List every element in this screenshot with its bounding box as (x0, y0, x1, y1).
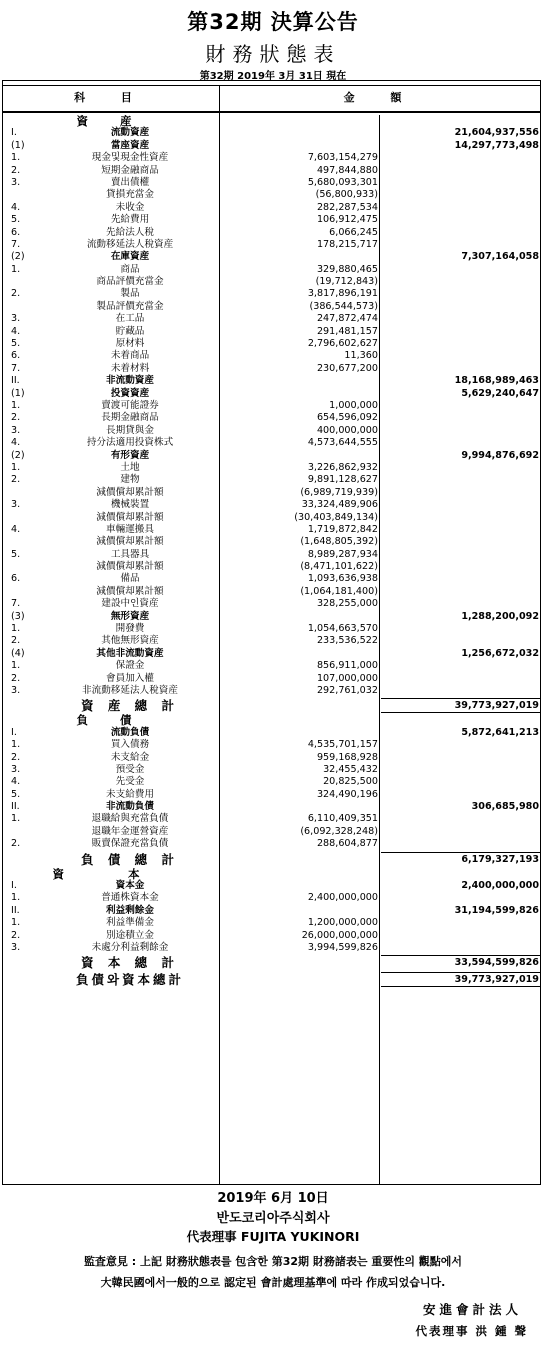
row-number: 7. (11, 238, 21, 250)
row-number: 6. (11, 573, 21, 585)
section-heading: 負 債 (76, 713, 146, 728)
subtotal-amount: 9,994,876,692 (461, 449, 539, 461)
table-row (3, 264, 540, 276)
account-name: 退職年金運營資産 (91, 825, 169, 837)
total-rule (381, 852, 540, 853)
detail-amount: (19,712,843) (315, 276, 378, 288)
row-number: I. (11, 880, 17, 892)
detail-amount: 1,719,872,842 (307, 523, 378, 535)
row-number: II. (11, 801, 20, 813)
detail-amount: 106,912,475 (316, 214, 378, 226)
detail-amount: (8,471,101,622) (300, 561, 378, 573)
account-name: 車輛運搬具 (106, 523, 154, 535)
total-row (3, 851, 540, 868)
row-number: 3. (11, 763, 21, 775)
row-number: 2. (11, 751, 21, 763)
table-row (3, 152, 540, 164)
row-number: 4. (11, 776, 21, 788)
table-row (3, 685, 540, 697)
detail-amount: 1,093,636,938 (307, 573, 378, 585)
account-name: 現金및現金性資産 (91, 152, 169, 164)
detail-amount: (6,092,328,248) (300, 825, 378, 837)
table-row (3, 313, 540, 325)
account-name: 製品 (120, 288, 140, 300)
total-rule (381, 986, 540, 987)
row-number: II. (11, 904, 20, 916)
account-name: 無形資産 (110, 610, 150, 622)
account-name: 流動移延法人稅資産 (86, 238, 174, 250)
table-row (3, 942, 540, 954)
table-row (3, 437, 540, 449)
detail-amount: 324,490,196 (316, 788, 378, 800)
table-row (3, 412, 540, 424)
total-rule (381, 698, 540, 699)
section-heading: 資 本 (52, 866, 170, 881)
notice-title: 第32期 決算公告 (187, 10, 359, 34)
row-number: 2. (11, 288, 21, 300)
row-number: 3. (11, 424, 21, 436)
account-name: 負 債 總 計 (80, 851, 180, 867)
table-row (3, 905, 540, 917)
table-row (3, 727, 540, 739)
account-name: 建設中인資産 (101, 598, 159, 610)
section-heading: 資 産 (76, 114, 146, 128)
row-number: (2) (11, 251, 25, 263)
account-name: 減價償却累計額 (96, 536, 164, 548)
row-number: 4. (11, 523, 21, 535)
table-row (3, 752, 540, 764)
table-row (3, 536, 540, 548)
row-number: 1. (11, 813, 21, 825)
account-name: 機械裝置 (110, 499, 150, 511)
account-name: 開發費 (115, 623, 145, 635)
company-ceo: 代表理事 FUJITA YUKINORI (186, 1229, 360, 1244)
detail-amount: 6,110,409,351 (307, 813, 378, 825)
detail-amount: 3,226,862,932 (307, 461, 378, 473)
table-row (3, 202, 540, 214)
row-number: 7. (11, 362, 21, 374)
row-number: 1. (11, 399, 21, 411)
subtotal-amount: 14,297,773,498 (454, 139, 539, 151)
account-name: 未支給費用 (106, 788, 154, 800)
detail-amount: 1,054,663,570 (307, 623, 378, 635)
detail-amount: 6,066,245 (329, 226, 378, 238)
row-number: 1. (11, 660, 21, 672)
account-name: 普通株資本金 (101, 892, 159, 904)
row-number: 5. (11, 338, 21, 350)
table-row (3, 512, 540, 524)
detail-amount: 291,481,157 (316, 325, 378, 337)
row-number: 1. (11, 152, 21, 164)
detail-amount: 292,761,032 (316, 684, 378, 696)
total-rule (381, 712, 540, 713)
detail-amount: 400,000,000 (316, 424, 378, 436)
detail-amount: 1,000,000 (329, 399, 378, 411)
table-row (3, 838, 540, 850)
account-name: 販賣保證充當負債 (91, 838, 169, 850)
account-name: 減價償却累計額 (96, 585, 164, 597)
total-row (3, 697, 540, 714)
table-row (3, 239, 540, 251)
table-row (3, 549, 540, 561)
account-name: 負債와資本總計 (75, 972, 185, 988)
account-name: 利益準備金 (106, 917, 154, 929)
row-number: 2. (11, 164, 21, 176)
account-name: 其他非流動資産 (96, 647, 164, 659)
table-row (3, 623, 540, 635)
row-number: (1) (11, 139, 25, 151)
table-row (3, 165, 540, 177)
subtotal-amount: 21,604,937,556 (454, 127, 539, 139)
table-row (3, 350, 540, 362)
subtotal-amount: 39,773,927,019 (454, 700, 539, 712)
detail-amount: (386,544,573) (309, 300, 378, 312)
detail-amount: 26,000,000,000 (301, 929, 378, 941)
subtotal-amount: 7,307,164,058 (461, 251, 539, 263)
subtotal-amount: 18,168,989,463 (454, 375, 539, 387)
account-name: 資 産 總 計 (80, 698, 180, 714)
table-row (3, 251, 540, 263)
row-number: 4. (11, 325, 21, 337)
detail-amount: 497,844,880 (316, 164, 378, 176)
detail-amount: 4,535,701,157 (307, 739, 378, 751)
account-name: 當座資産 (110, 139, 150, 151)
account-name: 賣出債權 (110, 176, 150, 188)
total-row (3, 954, 540, 971)
table-row (3, 648, 540, 660)
row-number: 3. (11, 942, 21, 953)
row-number: 3. (11, 176, 21, 188)
table-row (3, 177, 540, 189)
detail-amount: 33,324,489,906 (301, 499, 378, 511)
account-name: 貯藏品 (115, 325, 145, 337)
account-name: 在工品 (115, 313, 145, 325)
table-row (3, 586, 540, 598)
detail-amount: 1,200,000,000 (307, 917, 378, 929)
subtotal-amount: 306,685,980 (471, 801, 539, 813)
row-number: 5. (11, 214, 21, 226)
account-name: 其他無形資産 (101, 635, 159, 647)
row-number: 3. (11, 499, 21, 511)
table-row (3, 474, 540, 486)
account-name: 預受金 (115, 763, 145, 775)
detail-amount: 20,825,500 (323, 776, 378, 788)
account-name: 非流動負債 (106, 801, 154, 813)
auditor-name: 安進會計法人 (422, 1302, 522, 1317)
table-row (3, 917, 540, 929)
table-row (3, 338, 540, 350)
account-name: 商品 (120, 263, 140, 275)
table-row (3, 214, 540, 226)
audit-opinion-line-2: 大韓民國에서一般的으로 認定된 會計處理基準에 따라 作成되었습니다. (100, 1276, 446, 1289)
table-row (3, 673, 540, 685)
header-item: 科 目 (74, 91, 148, 104)
account-name: 減價償却累計額 (96, 511, 164, 523)
subtotal-amount: 6,179,327,193 (461, 853, 539, 865)
table-row (3, 227, 540, 239)
account-name: 減價償却累計額 (96, 561, 164, 573)
detail-amount: 654,596,092 (316, 412, 378, 424)
detail-amount: (56,800,933) (315, 189, 378, 201)
table-row (3, 561, 540, 573)
detail-amount: (6,989,719,939) (300, 486, 378, 498)
account-name: 持分法適用投資株式 (86, 437, 174, 449)
detail-amount: 2,796,602,627 (307, 338, 378, 350)
account-name: 建物 (120, 474, 140, 486)
row-number: 7. (11, 598, 21, 610)
row-number: II. (11, 375, 20, 387)
auditor-ceo: 代表理事 洪 鍾 聲 (415, 1324, 528, 1338)
statement-date: 第32期 2019年 3月 31日 現在 (199, 71, 347, 82)
table-row (3, 892, 540, 904)
subtotal-amount: 33,594,599,826 (454, 957, 539, 969)
detail-amount: 856,911,000 (316, 660, 378, 672)
account-name: 退職給與充當負債 (91, 813, 169, 825)
row-number: 3. (11, 313, 21, 325)
detail-amount: 230,677,200 (316, 362, 378, 374)
subtotal-amount: 1,288,200,092 (461, 610, 539, 622)
detail-amount: 4,573,644,555 (307, 437, 378, 449)
account-name: 原材料 (115, 338, 145, 350)
detail-amount: 107,000,000 (316, 672, 378, 684)
row-number: 4. (11, 201, 21, 213)
row-number: 1. (11, 739, 21, 751)
account-name: 在庫資産 (110, 251, 150, 263)
audit-opinion-line-1: 監査意見 : 上記 財務狀態表를 包含한 第32期 財務諸表는 重要性의 觀點에서 (83, 1255, 463, 1268)
table-row (3, 930, 540, 942)
company-name: 반도코리아주식회사 (216, 1211, 330, 1226)
balance-sheet-table (2, 80, 541, 1185)
row-number: 2. (11, 838, 21, 850)
detail-amount: 178,215,717 (316, 238, 378, 250)
table-row (3, 425, 540, 437)
detail-amount: 32,455,432 (323, 763, 378, 775)
row-number: 5. (11, 788, 21, 800)
row-number: 6. (11, 350, 21, 362)
row-number: I. (11, 726, 17, 738)
detail-amount: 9,891,128,627 (307, 474, 378, 486)
row-number: 1. (11, 917, 21, 929)
detail-amount: 3,817,896,191 (307, 288, 378, 300)
table-row (3, 288, 540, 300)
table-row (3, 813, 540, 825)
table-row (3, 739, 540, 751)
subtotal-amount: 31,194,599,826 (454, 904, 539, 916)
account-name: 資 本 總 計 (80, 955, 180, 971)
account-name: 土地 (120, 461, 140, 473)
row-number: 1. (11, 263, 21, 275)
detail-amount: (30,403,849,134) (294, 511, 378, 523)
row-number: 1. (11, 461, 21, 473)
subtotal-amount: 1,256,672,032 (461, 647, 539, 659)
table-row (3, 462, 540, 474)
table-row (3, 450, 540, 462)
account-name: 資本金 (115, 880, 145, 892)
row-number: 1. (11, 623, 21, 635)
account-name: 會員加入權 (106, 672, 154, 684)
table-row (3, 487, 540, 499)
account-name: 長期金融商品 (101, 412, 159, 424)
detail-amount: (1,648,805,392) (300, 536, 378, 548)
account-name: 未支給金 (110, 751, 150, 763)
row-number: 1. (11, 892, 21, 904)
row-number: (2) (11, 449, 25, 461)
total-rule (381, 972, 540, 973)
table-row (3, 524, 540, 536)
detail-amount: 329,880,465 (316, 263, 378, 275)
table-row (3, 776, 540, 788)
footer-date: 2019年 6月 10日 (217, 1191, 329, 1206)
row-number: 5. (11, 548, 21, 560)
detail-amount: 8,989,287,934 (307, 548, 378, 560)
row-number: I. (11, 127, 17, 139)
row-number: 3. (11, 684, 21, 696)
account-name: 備品 (120, 573, 140, 585)
account-name: 短期金融商品 (101, 164, 159, 176)
account-name: 非流動移延法人稅資産 (82, 684, 178, 696)
row-number: 2. (11, 672, 21, 684)
row-number: 2. (11, 929, 21, 941)
account-name: 流動資産 (110, 127, 150, 139)
account-name: 未着材料 (110, 362, 150, 374)
header-amount: 金 額 (343, 91, 418, 104)
section-row (3, 868, 540, 880)
detail-amount: 7,603,154,279 (307, 152, 378, 164)
detail-amount: 11,360 (344, 350, 378, 362)
table-row (3, 660, 540, 672)
table-row (3, 764, 540, 776)
account-name: 保證金 (115, 660, 145, 672)
table-row (3, 388, 540, 400)
row-number: 2. (11, 474, 21, 486)
table-row (3, 301, 540, 313)
table-row (3, 400, 540, 412)
table-row (3, 140, 540, 152)
detail-amount: 247,872,474 (316, 313, 378, 325)
table-row (3, 789, 540, 801)
detail-amount: 3,994,599,826 (307, 942, 378, 953)
account-name: 先給法人稅 (106, 226, 154, 238)
account-name: 先給費用 (110, 214, 150, 226)
section-row (3, 115, 540, 127)
row-number: 2. (11, 412, 21, 424)
account-name: 流動負債 (110, 726, 150, 738)
table-row (3, 801, 540, 813)
detail-amount: 282,287,534 (316, 201, 378, 213)
account-name: 商品評價充當金 (96, 276, 164, 288)
table-row (3, 375, 540, 387)
table-row (3, 127, 540, 139)
table-row (3, 573, 540, 585)
detail-amount: 233,536,522 (316, 635, 378, 647)
table-row (3, 598, 540, 610)
table-row (3, 880, 540, 892)
account-name: 長期貸與金 (106, 424, 154, 436)
row-number: 6. (11, 226, 21, 238)
table-row (3, 326, 540, 338)
subtotal-amount: 2,400,000,000 (461, 880, 539, 892)
row-number: 4. (11, 437, 21, 449)
subtotal-amount: 39,773,927,019 (454, 974, 539, 986)
total-rule (381, 955, 540, 956)
table-row (3, 189, 540, 201)
table-row (3, 276, 540, 288)
row-number: 2. (11, 635, 21, 647)
row-number: (1) (11, 387, 25, 399)
account-name: 有形資産 (110, 449, 150, 461)
account-name: 賣渡可能證券 (101, 399, 159, 411)
account-name: 未着商品 (110, 350, 150, 362)
account-name: 利益剩餘金 (106, 904, 154, 916)
detail-amount: 328,255,000 (316, 598, 378, 610)
detail-amount: 5,680,093,301 (307, 176, 378, 188)
table-row (3, 363, 540, 375)
row-number: (3) (11, 610, 25, 622)
detail-amount: 959,168,928 (316, 751, 378, 763)
detail-amount: 288,604,877 (316, 838, 378, 850)
subtotal-amount: 5,629,240,647 (461, 387, 539, 399)
table-row (3, 611, 540, 623)
table-row (3, 499, 540, 511)
table-body (3, 115, 540, 988)
account-name: 未處分利益剩餘金 (91, 942, 169, 953)
account-name: 工具器具 (110, 548, 150, 560)
account-name: 非流動資産 (106, 375, 154, 387)
account-name: 減價償却累計額 (96, 486, 164, 498)
table-row (3, 826, 540, 838)
account-name: 買入債務 (110, 739, 150, 751)
account-name: 製品評價充當金 (96, 300, 164, 312)
account-name: 別途積立金 (106, 929, 154, 941)
detail-amount: (1,064,181,400) (300, 585, 378, 597)
total-row (3, 971, 540, 988)
account-name: 未收金 (115, 201, 145, 213)
section-row (3, 714, 540, 726)
statement-title: 財務狀態表 (205, 42, 341, 66)
table-row (3, 635, 540, 647)
row-number: (4) (11, 647, 25, 659)
detail-amount: 2,400,000,000 (307, 892, 378, 904)
account-name: 貸損充當金 (106, 189, 154, 201)
subtotal-amount: 5,872,641,213 (461, 726, 539, 738)
account-name: 投資資産 (110, 387, 150, 399)
account-name: 先受金 (115, 776, 145, 788)
